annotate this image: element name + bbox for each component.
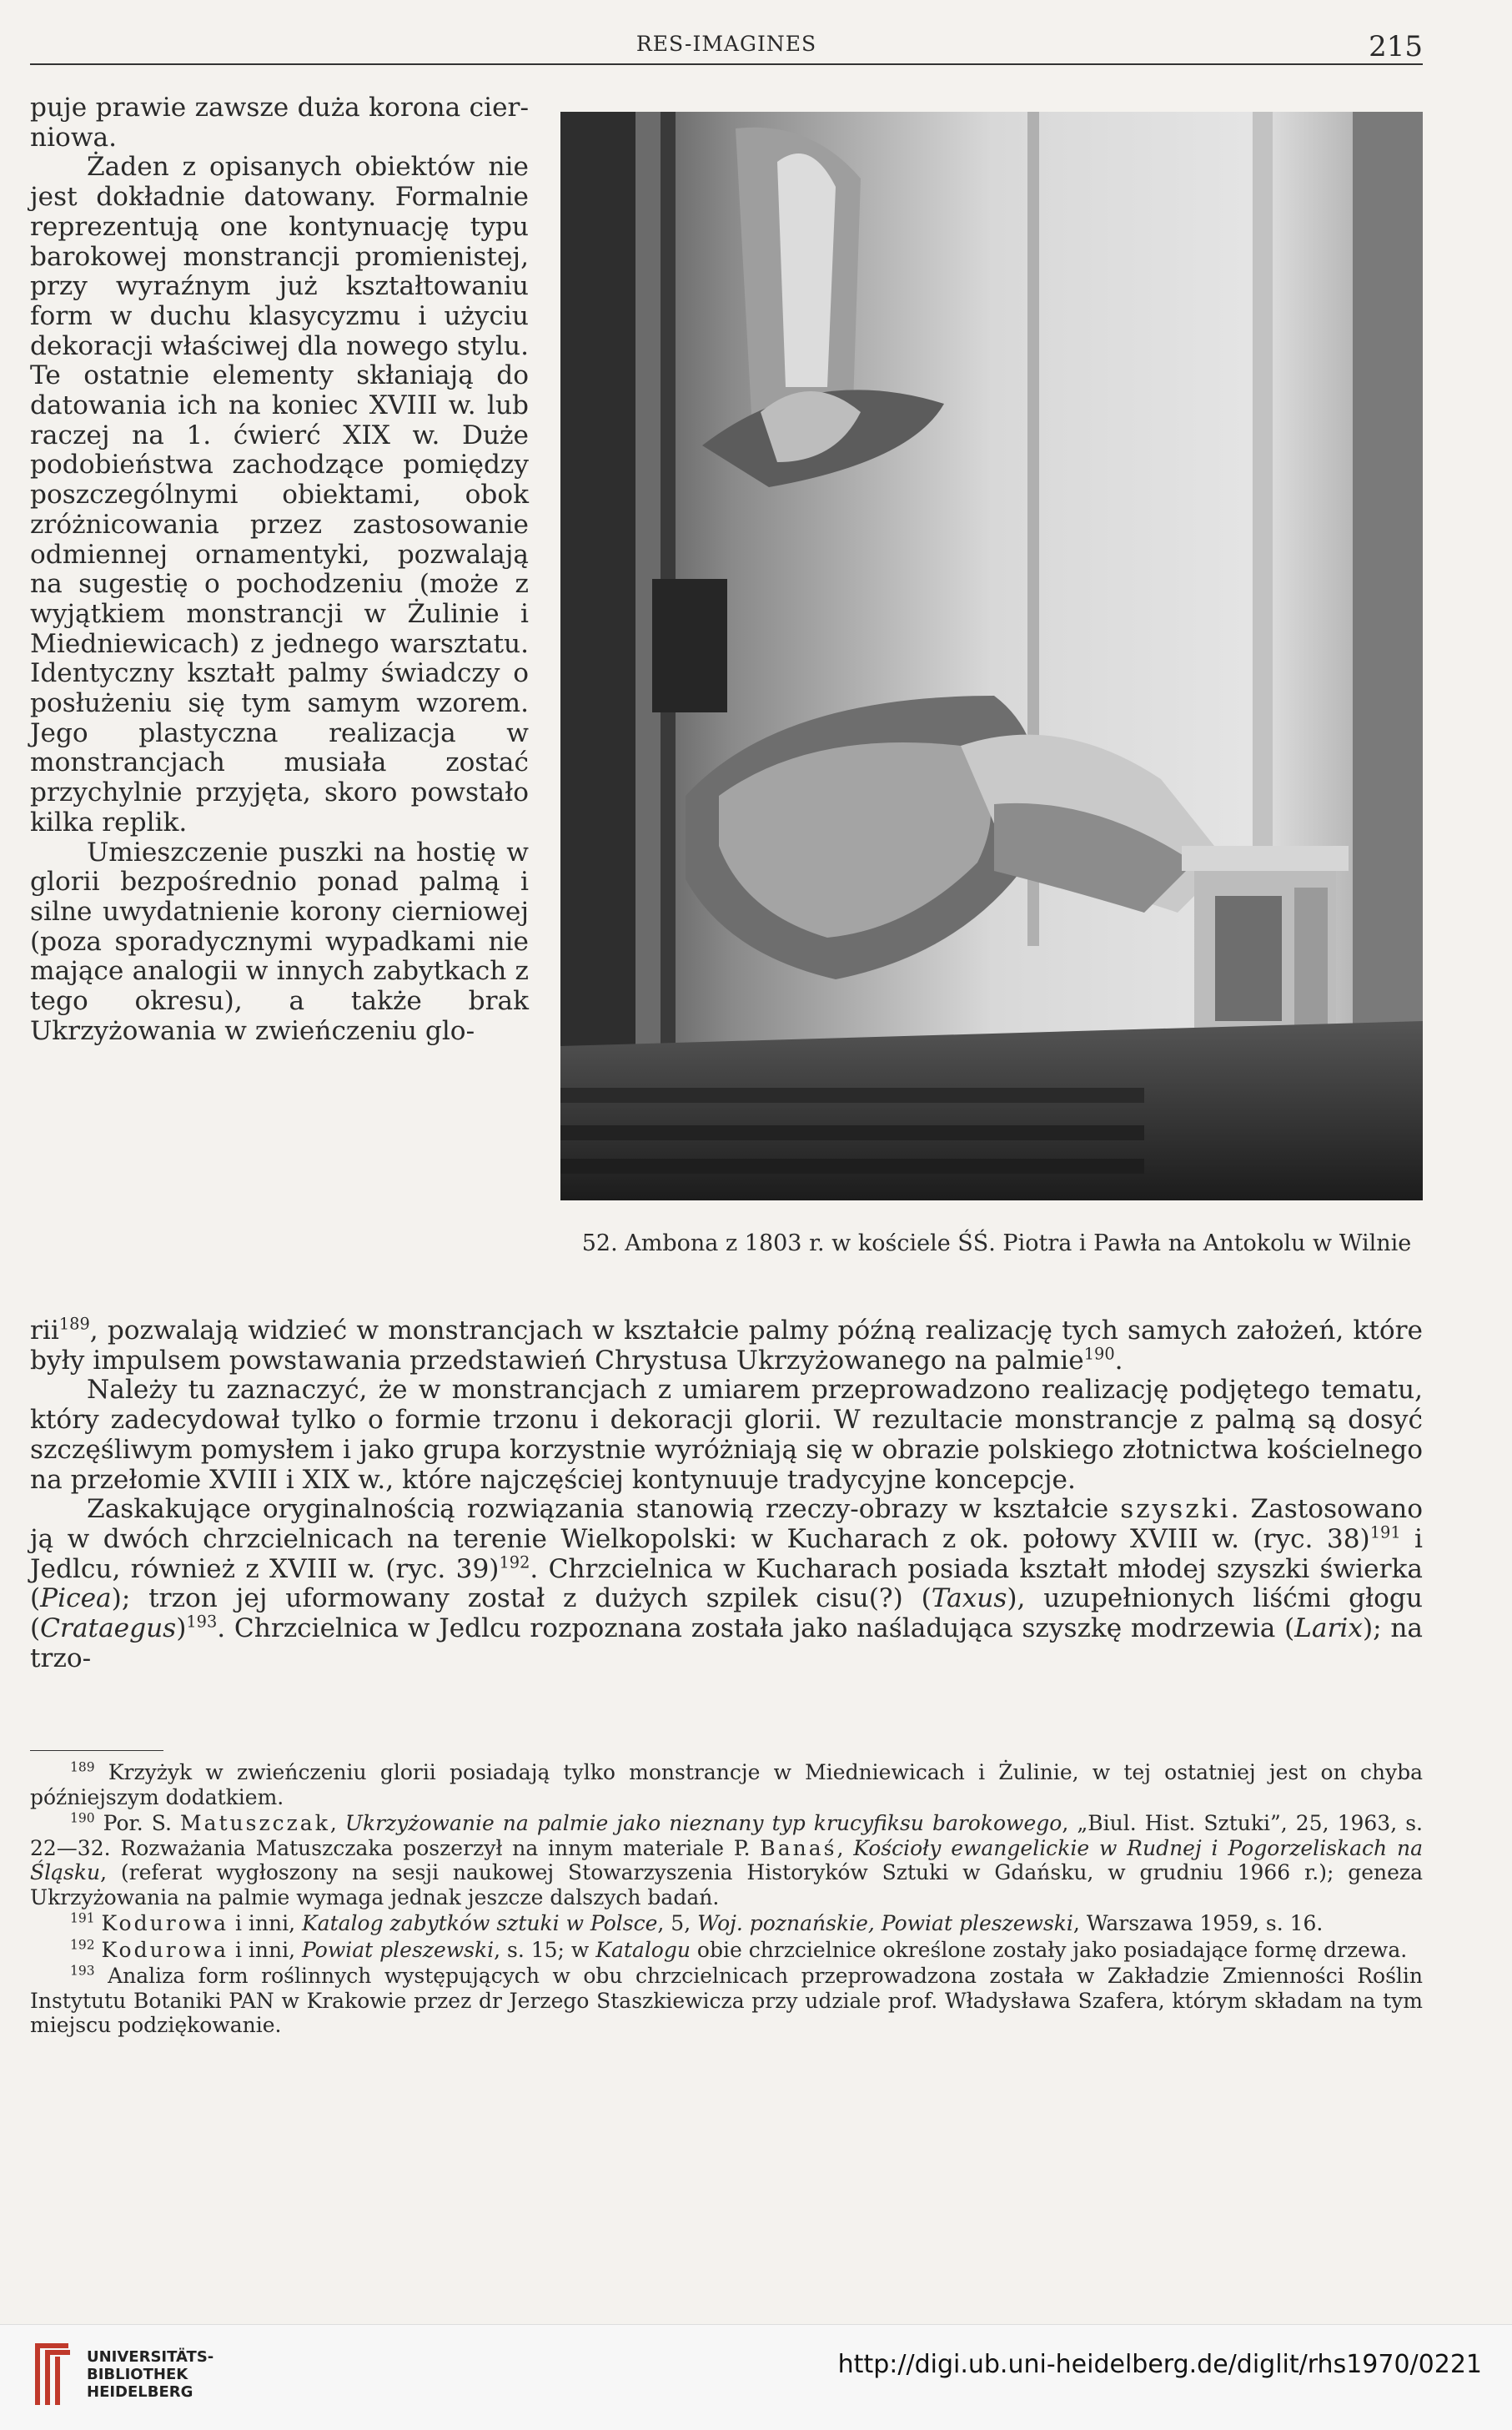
footnote-text: , Warszawa 1959, s. 16. bbox=[1072, 1911, 1324, 1935]
footnote-text: , 5, bbox=[657, 1911, 698, 1935]
spaced-term: szyszki bbox=[1120, 1494, 1231, 1525]
paragraph: puje prawie zawsze duża korona cier-niowa. bbox=[30, 93, 529, 153]
text-span: ); trzon jej uformowany został z dużych szpilek cisu(?) ( bbox=[111, 1583, 932, 1614]
text-span: . Chrzcielnica w Kucharach posiada kształt młodej szyszki świerka ( bbox=[30, 1553, 1424, 1614]
work-title: Katalog zabytków sztuki w Polsce bbox=[302, 1911, 658, 1935]
footnote bbox=[30, 1964, 1423, 2038]
footnote-ref: 191 bbox=[1369, 1522, 1401, 1542]
text-span: , pozwalają widzieć w monstrancjach w kształcie palmy późną realizację tych samych założeń, które były impulsem powstawania przedstawień Chrystusa Ukrzyżowanego na palmie bbox=[30, 1316, 1423, 1376]
work-title: Kościoły ewangelickie w Rudnej i Pogorzeliskach na Śląsku bbox=[30, 1835, 1423, 1884]
paragraph bbox=[30, 1495, 1423, 1673]
source-url-link[interactable]: http://digi.ub.uni-heidelberg.de/diglit/rhs1970/0221 bbox=[837, 2350, 1482, 2379]
institution-line: HEIDELBERG bbox=[87, 2383, 193, 2401]
paragraph: Należy tu zaznaczyć, że w monstrancjach z umiarem przeprowadzono realizację podjętego tematu, który zadecydował tylko o formie trzonu i dekoracji glorii. W rezultacie monstrancje z palmą są dosyć szczęśliwym pomysłem i jako grupa korzystnie wyróżniają się w obrazie polskiego złotnictwa kościelnego na przełomie XVIII i XIX w., które najczęściej kontynuuje tradycyjne koncepcje. bbox=[30, 1375, 1423, 1495]
pulpit-photograph bbox=[560, 112, 1423, 1200]
work-title: Katalogu bbox=[595, 1937, 691, 1962]
page-header bbox=[30, 30, 1423, 65]
footnote-ref: 192 bbox=[499, 1552, 530, 1572]
footnote-ref: 193 bbox=[186, 1612, 218, 1632]
page-number: 215 bbox=[1369, 30, 1423, 63]
library-footer bbox=[0, 2324, 1512, 2430]
latin-term: Taxus bbox=[931, 1583, 1007, 1614]
text-span: Zaskakujące oryginalnością rozwiązania stanowią rzeczy-obrazy w kształcie bbox=[87, 1494, 1121, 1525]
left-column-text bbox=[30, 93, 529, 1047]
latin-term: Crataegus bbox=[40, 1613, 177, 1644]
footnote-text: Krzyżyk w zwieńczeniu glorii posiadają tylko monstrancje w Miedniewicach i Żulinie, w tej ostatniej jest on chyba późniejszym dodatkiem. bbox=[30, 1760, 1424, 1809]
text-span: . bbox=[1114, 1345, 1123, 1376]
institution-line: UNIVERSITÄTS- bbox=[87, 2348, 214, 2366]
footnote-text: , s. 15; w bbox=[494, 1937, 596, 1962]
footnote-number: 192 bbox=[70, 1937, 95, 1953]
footnote-number: 193 bbox=[70, 1963, 95, 1979]
work-title: Powiat pleszewski bbox=[302, 1937, 495, 1962]
work-title: Ukrzyżowanie na palmie jako nieznany typ krucyfiksu barokowego bbox=[344, 1811, 1062, 1835]
footnote bbox=[30, 1811, 1423, 1909]
footnote-text: obie chrzcielnice określone zostały jako posiadające formę drzewa. bbox=[690, 1937, 1408, 1962]
paragraph: Żaden z opisanych obiektów nie jest dokładnie datowany. Formalnie reprezentują one kontynuację typu barokowej monstrancji promienistej, przy wyraźnym już kształtowaniu form w duchu klasycyzmu i użyciu dekoracji właściwej dla nowego stylu. Te ostatnie elementy skłaniają do datowania ich na koniec XVIII w. lub raczej na 1. ćwierć XIX w. Duże podobieństwa zachodzące pomiędzy poszczególnymi obiektami, obok zróżnicowania przez zastosowanie odmiennej ornamentyki, pozwalają na sugestię o pochodzeniu (może z wyjątkiem monstrancji w Żulinie i Miedniewicach) z jednego warsztatu. Identyczny kształt palmy świadczy o posłużeniu się tym samym wzorem. Jego plastyczna realizacja w monstrancjach musiała zostać przychylnie przyjęta, skoro powstało kilka replik. bbox=[30, 152, 529, 838]
footnote-text: , bbox=[836, 1835, 854, 1860]
text-span: i Jedlcu, również z XVIII w. (ryc. 39) bbox=[30, 1523, 1423, 1584]
text-span: ), uzupełnionych liśćmi głogu ( bbox=[30, 1583, 1423, 1644]
paragraph bbox=[30, 1316, 1423, 1376]
footnote-ref: 190 bbox=[1083, 1344, 1115, 1364]
footnote-text: i inni, bbox=[229, 1911, 302, 1935]
footnote-rule bbox=[30, 1750, 163, 1751]
footnote-ref: 189 bbox=[58, 1314, 90, 1334]
paragraph: Umieszczenie puszki na hostię w glorii bezpośrednio ponad palmą i silne uwydatnienie korony cierniowej (poza sporadycznymi wypadkami nie mające analogii w innych zabytkach z tego okresu), a także brak Ukrzyżowania w zwieńczeniu glo- bbox=[30, 837, 529, 1046]
footnote bbox=[30, 1938, 1423, 1963]
footnote bbox=[30, 1760, 1423, 1809]
footnote bbox=[30, 1911, 1423, 1936]
work-title: Woj. poznańskie, Powiat pleszewski bbox=[697, 1911, 1073, 1935]
figure-caption: 52. Ambona z 1803 r. w kościele ŚŚ. Piotra i Pawła na Antokolu w Wilnie bbox=[581, 1230, 1412, 1256]
author-name: Banaś bbox=[760, 1835, 837, 1860]
text-span: . Zastosowano ją w dwóch chrzcielnicach na terenie Wielkopolski: w Kucharach z ok. połowy XVIII w. (ryc. 38) bbox=[30, 1494, 1423, 1554]
author-name: Kodurowa bbox=[101, 1937, 229, 1962]
text-span: . Chrzcielnica w Jedlcu rozpoznana została jako naśladująca szyszkę modrzewia ( bbox=[217, 1613, 1295, 1644]
latin-term: Larix bbox=[1294, 1613, 1363, 1644]
footnote-number: 190 bbox=[70, 1810, 95, 1826]
text-span: ) bbox=[176, 1613, 187, 1644]
library-logo-icon bbox=[30, 2338, 77, 2413]
footnote-text: , „Biul. Hist. Sztuki”, 25, 1963, s. 22—32. Rozważania Matuszczaka poszerzył na innym materiale P. bbox=[30, 1811, 1423, 1860]
author-name: Kodurowa bbox=[101, 1911, 229, 1935]
footnote-text: i inni, bbox=[229, 1937, 302, 1962]
full-width-text bbox=[30, 1316, 1423, 1673]
institution-name bbox=[87, 2348, 213, 2401]
running-head: RES-IMAGINES bbox=[635, 32, 817, 56]
footnote-number: 191 bbox=[70, 1910, 95, 1926]
author-name: Matuszczak bbox=[179, 1811, 330, 1835]
photo-illustration bbox=[560, 112, 1423, 1200]
footnote-number: 189 bbox=[70, 1759, 95, 1775]
footnote-text: , (referat wygłoszony na sesji naukowej Stowarzyszenia Historyków Sztuki w Gdańsku, w grudniu 1966 r.); geneza Ukrzyżowania na palmie wymaga jednak jeszcze dalszych badań. bbox=[30, 1860, 1423, 1909]
text-span: rii bbox=[30, 1316, 59, 1346]
text-span: ); na trzo- bbox=[30, 1613, 1423, 1673]
footnotes bbox=[30, 1760, 1423, 2040]
footnote-text: , bbox=[329, 1811, 345, 1835]
latin-term: Picea bbox=[40, 1583, 112, 1614]
footnote-text: Analiza form roślinnych występujących w obu chrzcielnicach przeprowadzona została w Zakładzie Zmienności Roślin Instytutu Botaniki PAN w Krakowie przez dr Jerzego Staszkiewicza przy udziale prof. Władysława Szafera, którym składam na tym miejscu podziękowanie. bbox=[30, 1964, 1423, 2037]
institution-line: BIBLIOTHEK bbox=[87, 2366, 188, 2383]
footnote-text: Por. S. bbox=[103, 1811, 180, 1835]
